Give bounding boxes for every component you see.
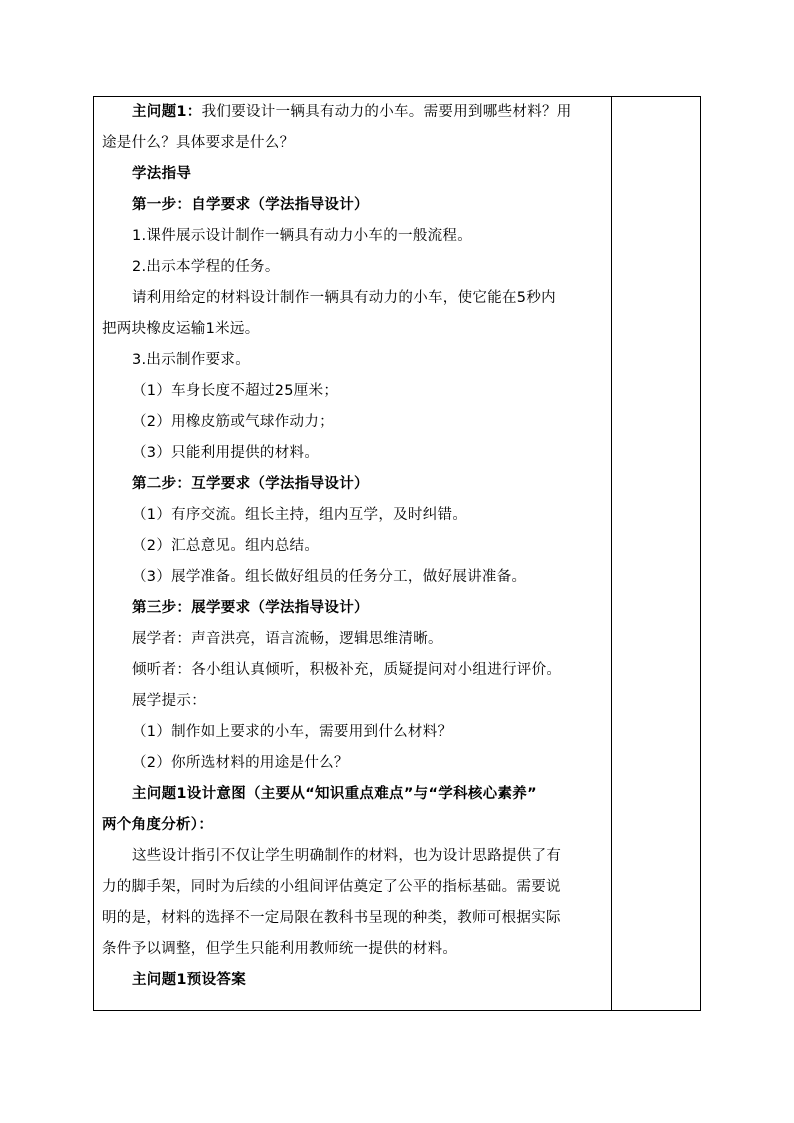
text-line: 把两块橡皮运输1米远。 xyxy=(102,321,260,337)
list-item: （2）用橡皮筋或气球作动力； xyxy=(132,414,334,430)
list-item: （3）展学准备。组长做好组员的任务分工，做好展讲准备。 xyxy=(132,569,527,585)
lesson-table xyxy=(93,96,701,1011)
notes-cell xyxy=(612,97,700,1010)
text-line: 3.出示制作要求。 xyxy=(132,352,251,368)
list-item: （3）只能利用提供的材料。 xyxy=(132,445,320,461)
question-text: 我们要设计一辆具有动力的小车。需要用到哪些材料？用 xyxy=(201,104,572,120)
text-line: 展学者：声音洪亮，语言流畅，逻辑思维清晰。 xyxy=(132,631,443,647)
question-label: 主问题1： xyxy=(132,104,202,120)
text-line: 倾听者：各小组认真倾听，积极补充，质疑提问对小组进行评价。 xyxy=(132,662,562,678)
design-intent-heading-cont: 两个角度分析）： xyxy=(102,817,214,833)
text-line: 展学提示： xyxy=(132,693,206,709)
step-heading: 第一步：自学要求（学法指导设计） xyxy=(132,197,369,213)
section-heading: 学法指导 xyxy=(132,166,192,182)
list-item: （1）车身长度不超过25厘米； xyxy=(132,383,339,399)
paragraph-line: 明的是，材料的选择不一定局限在教科书呈现的种类，教师可根据实际 xyxy=(102,910,561,926)
preset-answer-heading: 主问题1预设答案 xyxy=(132,972,246,988)
step-heading: 第三步：展学要求（学法指导设计） xyxy=(132,600,369,616)
paragraph-line: 力的脚手架，同时为后续的小组间评估奠定了公平的指标基础。需要说 xyxy=(102,879,561,895)
paragraph-line: 条件予以调整，但学生只能利用教师统一提供的材料。 xyxy=(102,941,458,957)
list-item: （2）汇总意见。组内总结。 xyxy=(132,538,320,554)
list-item: （2）你所选材料的用途是什么？ xyxy=(132,755,349,771)
design-intent-heading: 主问题1设计意图（主要从“知识重点难点”与“学科核心素养” xyxy=(132,786,537,802)
list-item: （1）有序交流。组长主持，组内互学，及时纠错。 xyxy=(132,507,468,523)
question-line xyxy=(102,97,603,128)
main-content-cell xyxy=(94,97,611,996)
text-line: 请利用给定的材料设计制作一辆具有动力的小车，使它能在5秒内 xyxy=(132,290,556,306)
text-line: 途是什么？具体要求是什么？ xyxy=(102,135,295,151)
text-line: 2.出示本学程的任务。 xyxy=(132,259,280,275)
list-item: （1）制作如上要求的小车，需要用到什么材料？ xyxy=(132,724,453,740)
text-line: 1.课件展示设计制作一辆具有动力小车的一般流程。 xyxy=(132,228,473,244)
paragraph-line: 这些设计指引不仅让学生明确制作的材料，也为设计思路提供了有 xyxy=(132,848,562,864)
step-heading: 第二步：互学要求（学法指导设计） xyxy=(132,476,369,492)
